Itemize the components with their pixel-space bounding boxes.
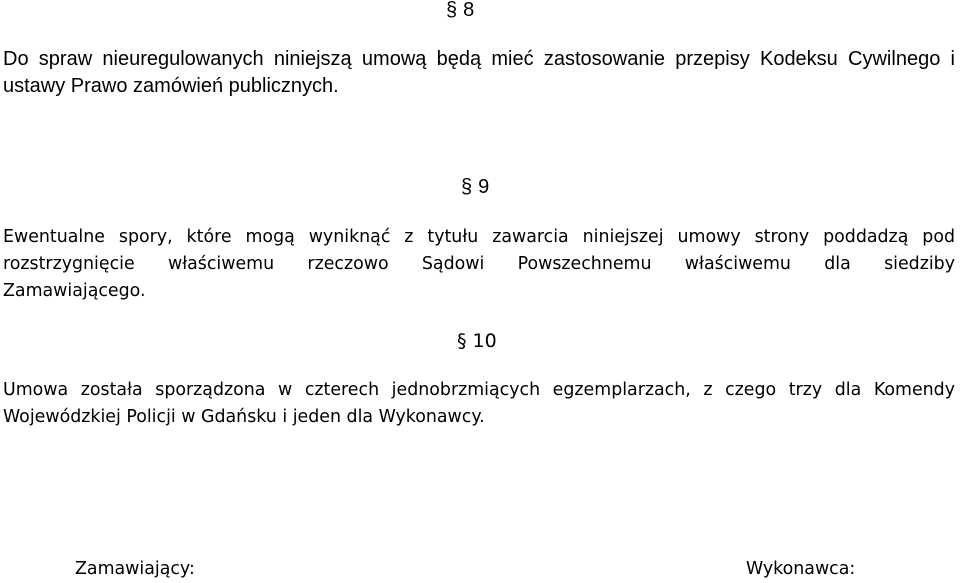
paragraph-line: rozstrzygnięcie właściwemu rzeczowo Sądowi Powszechnemu właściwemu dla siedziby [3,254,955,274]
paragraph-line: Wojewódzkiej Policji w Gdańsku i jeden dla Wykonawcy. [3,407,485,427]
section-symbol: § [461,176,473,198]
section-number: 8 [463,0,475,21]
section-8-paragraph [3,46,955,100]
section-symbol: § [457,330,467,352]
section-heading-9 [461,175,489,199]
section-number: 10 [472,330,497,352]
section-10-paragraph [3,377,955,431]
signature-label-contractor: Wykonawca: [746,559,856,579]
section-9-paragraph [3,224,955,305]
section-heading-8 [446,0,474,22]
paragraph-line: Umowa została sporządzona w czterech jednobrzmiących egzemplarzach, z czego trzy dla Komendy [3,380,955,400]
section-heading-10 [457,329,497,353]
section-number: 9 [478,176,490,198]
signature-label-contracting-party: Zamawiający: [75,559,195,579]
paragraph-line: ustawy Prawo zamówień publicznych. [3,75,339,97]
paragraph-line: Zamawiającego. [3,281,146,301]
paragraph-line: Do spraw nieuregulowanych niniejszą umową będą mieć zastosowanie przepisy Kodeksu Cywilnego i [3,48,955,70]
section-symbol: § [446,0,458,21]
paragraph-line: Ewentualne spory, które mogą wyniknąć z tytułu zawarcia niniejszej umowy strony poddadzą pod [3,227,955,247]
